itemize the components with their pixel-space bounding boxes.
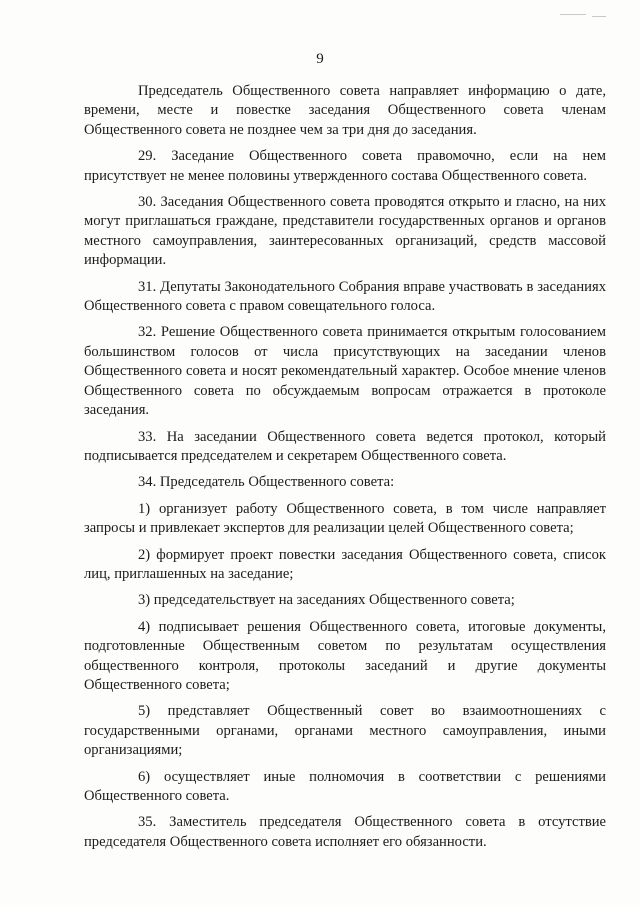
list-item-34-3: 3) председательствует на заседаниях Общественного совета;: [138, 592, 515, 609]
paragraph-33: 33. На заседании Общественного совета ведется протокол, который подписывается председателем и секретарем Общественного совета.: [84, 428, 606, 464]
paragraph-35: 35. Заместитель председателя Общественного совета в отсутствие председателя Общественного совета исполняет его обязанности.: [84, 814, 606, 850]
paragraph-32: 32. Решение Общественного совета принимается открытым голосованием большинством голосов от числа присутствующих на заседании членов Общественного совета и носят рекомендательный характер. Особое мнение членов Общественного совета по обсуждаемым вопросам отражается в протоколе заседания.: [84, 324, 606, 419]
list-item-34-6: 6) осуществляет иные полномочия в соответствии с решениями Общественного совета.: [84, 768, 606, 804]
list-item-34-2: 2) формирует проект повестки заседания Общественного совета, список лиц, приглашенных на заседание;: [84, 546, 606, 582]
paragraph-34: 34. Председатель Общественного совета:: [138, 474, 395, 491]
document-body: [84, 82, 606, 859]
page-number: 9: [316, 51, 324, 67]
list-item-34-4: 4) подписывает решения Общественного совета, итоговые документы, подготовленные Общественным советом по результатам осуществления общественного контроля, протоколы заседаний и другие документы Общественного совета;: [84, 618, 606, 693]
paragraph-30: 30. Заседания Общественного совета проводятся открыто и гласно, на них могут приглашаться граждане, представители государственных органов и органов местного самоуправления, заинтересованных организаций, средств массовой информации.: [84, 194, 606, 269]
paragraph-29: 29. Заседание Общественного совета правомочно, если на нем присутствует не менее половины утвержденного состава Общественного совета.: [84, 148, 606, 184]
paragraph-notice: Председатель Общественного совета направляет информацию о дате, времени, месте и повестке заседания Общественного совета членам Общественного совета не позднее чем за три дня до заседания.: [84, 83, 606, 138]
list-item-34-1: 1) организует работу Общественного совета, в том числе направляет запросы и привлекает экспертов для реализации целей Общественного совета;: [84, 500, 606, 537]
list-item-34-5: 5) представляет Общественный совет во взаимоотношениях с государственными органами, органами местного самоуправления, иными организациями;: [84, 703, 606, 759]
scan-artifact: [560, 14, 586, 15]
scan-artifact: [592, 16, 606, 17]
paragraph-31: 31. Депутаты Законодательного Собрания вправе участвовать в заседаниях Общественного совета с правом совещательного голоса.: [84, 278, 606, 315]
